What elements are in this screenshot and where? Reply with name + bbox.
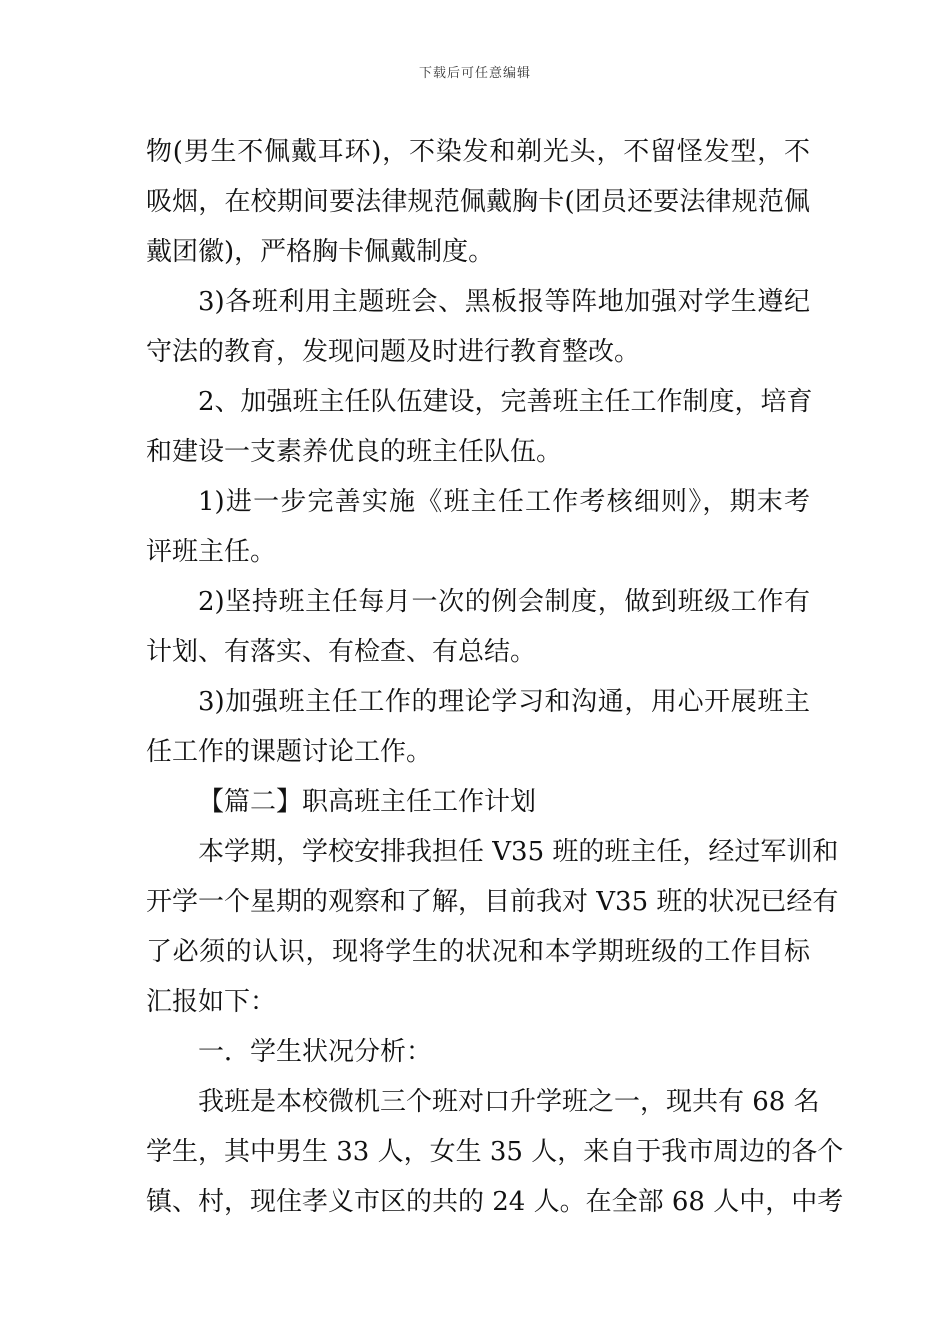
text-line: 汇报如下： — [146, 987, 277, 1017]
text-line: 评班主任。 — [146, 537, 277, 567]
text-line: 2、加强班主任队伍建设，完善班主任工作制度，培育 — [198, 387, 813, 417]
text-line: 了必须的认识，现将学生的状况和本学期班级的工作目标 — [146, 937, 810, 967]
text-line: 1)进一步完善实施《班主任工作考核细则》，期末考 — [198, 487, 810, 517]
text-line: 本学期，学校安排我担任 V35 班的班主任，经过军训和 — [198, 837, 839, 867]
text-line: 任工作的课题讨论工作。 — [146, 737, 433, 767]
text-line: 开学一个星期的观察和了解，目前我对 V35 班的状况已经有 — [146, 887, 839, 917]
text-line: 计划、有落实、有检查、有总结。 — [146, 637, 537, 667]
page-header: 下载后可任意编辑 — [418, 66, 531, 81]
body-text — [146, 127, 844, 1227]
text-line: 吸烟，在校期间要法律规范佩戴胸卡(团员还要法律规范佩 — [146, 187, 810, 217]
text-line: 和建设一支素养优良的班主任队伍。 — [146, 437, 563, 467]
text-line: 戴团徽)，严格胸卡佩戴制度。 — [146, 237, 495, 267]
text-line: 守法的教育，发现问题及时进行教育整改。 — [146, 337, 641, 367]
text-line: 【篇二】职高班主任工作计划 — [198, 787, 537, 817]
text-line: 镇、村，现住孝义市区的共的 24 人。在全部 68 人中，中考 — [146, 1187, 844, 1217]
text-line: 3)加强班主任工作的理论学习和沟通，用心开展班主 — [198, 687, 810, 717]
text-line: 3)各班利用主题班会、黑板报等阵地加强对学生遵纪 — [198, 287, 810, 317]
text-line: 学生，其中男生 33 人，女生 35 人，来自于我市周边的各个 — [146, 1137, 844, 1167]
text-line: 一．学生状况分析： — [198, 1037, 433, 1067]
text-line: 我班是本校微机三个班对口升学班之一，现共有 68 名 — [198, 1087, 820, 1117]
text-line: 物(男生不佩戴耳环)，不染发和剃光头，不留怪发型，不 — [146, 137, 810, 167]
text-line: 2)坚持班主任每月一次的例会制度，做到班级工作有 — [198, 587, 810, 617]
